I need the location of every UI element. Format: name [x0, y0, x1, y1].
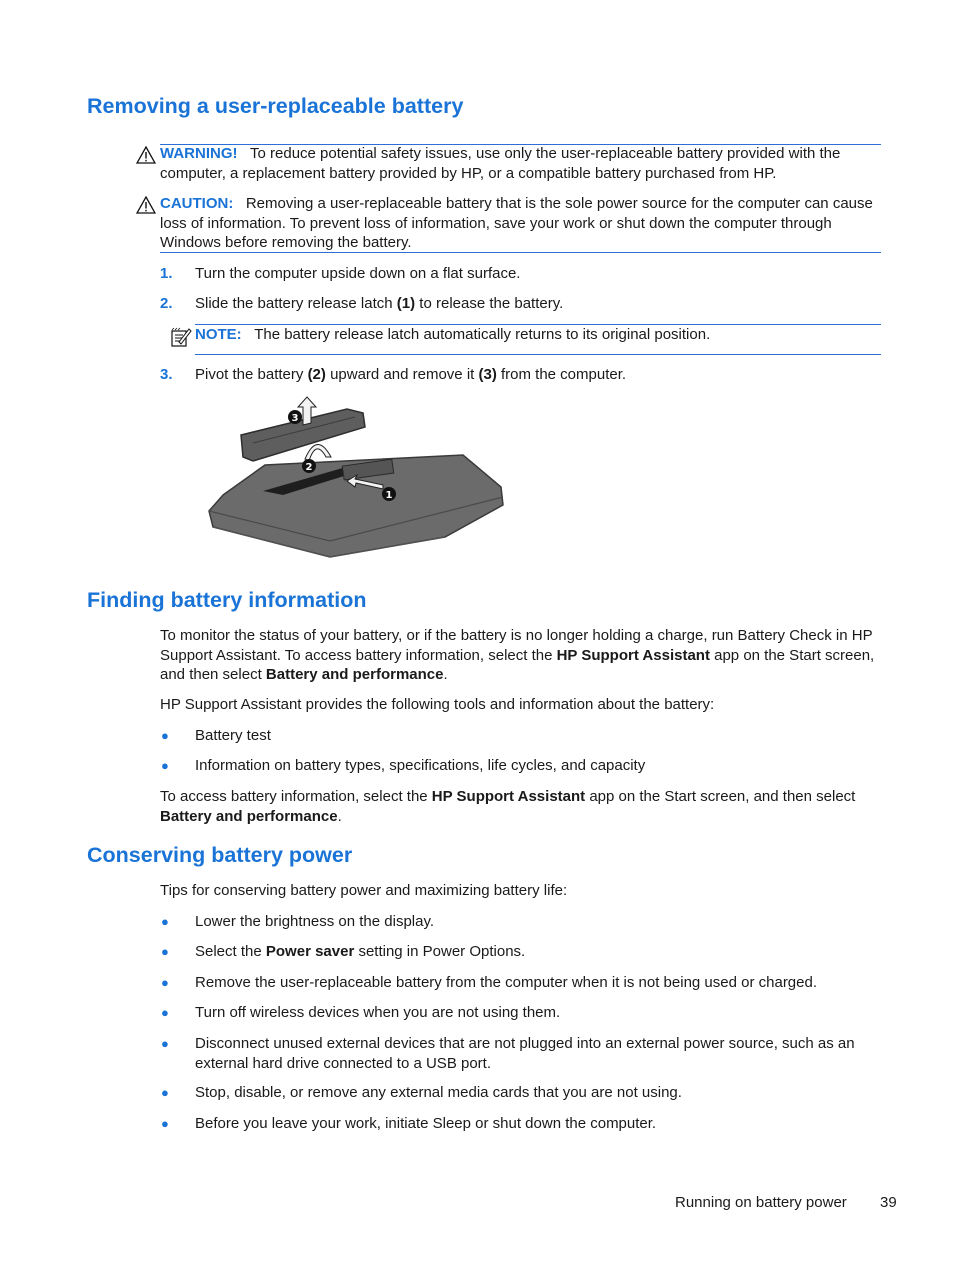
note-admonition: [195, 325, 881, 345]
note-text: The battery release latch automatically returns to its original position.: [254, 326, 711, 343]
section-title-conserving: Conserving battery power: [87, 843, 353, 867]
step-text: Turn the computer upside down on a flat surface.: [195, 265, 521, 282]
bullet-icon: ●: [161, 728, 169, 743]
footer-chapter-title: Running on battery power: [675, 1194, 847, 1211]
bullet-icon: ●: [161, 914, 169, 929]
note-icon: [170, 326, 192, 348]
caution-icon: [136, 196, 156, 214]
finding-paragraph-3: To access battery information, select the HP Support Assistant app on the Start screen, and then select Battery and performance.: [160, 788, 856, 825]
callout-1: 1: [385, 490, 393, 501]
warning-admonition: [160, 144, 882, 183]
list-item: ● Select the Power saver setting in Power Options.: [161, 943, 526, 960]
section-title-removing: Removing a user-replaceable battery: [87, 94, 464, 118]
bullet-icon: ●: [161, 944, 169, 959]
list-item: ● Lower the brightness on the display.: [161, 913, 435, 930]
step-text: Slide the battery release latch (1) to release the battery.: [195, 295, 564, 312]
finding-paragraph-1: To monitor the status of your battery, or if the battery is no longer holding a charge, run Battery Check in HP Support Assistant. To access battery information, select the HP Support Assistant app on the Start screen, and then select Battery and performance.: [160, 627, 875, 683]
step-number: 3.: [160, 366, 173, 383]
bullet-icon: ●: [161, 1116, 169, 1131]
warning-text: To reduce potential safety issues, use only the user-replaceable battery provided with the computer, a replacement battery provided by HP, or a compatible battery purchased from HP.: [160, 145, 841, 182]
note-label: NOTE:: [195, 326, 242, 343]
caution-label: CAUTION:: [160, 195, 234, 212]
caution-bottom-rule: [160, 252, 881, 253]
caution-admonition: [160, 194, 882, 253]
bullet-icon: ●: [161, 975, 169, 990]
list-item: ● Before you leave your work, initiate Sleep or shut down the computer.: [161, 1115, 657, 1132]
bullet-icon: ●: [161, 758, 169, 773]
conserving-intro: Tips for conserving battery power and maximizing battery life:: [160, 882, 568, 899]
footer-page-number: 39: [880, 1194, 897, 1211]
list-item: ● Stop, disable, or remove any external media cards that you are not using.: [161, 1084, 682, 1101]
list-item: ● Battery test: [161, 727, 271, 744]
bullet-icon: ●: [161, 1085, 169, 1100]
step-number: 1.: [160, 265, 173, 282]
bullet-icon: ●: [161, 1005, 169, 1020]
callout-2: 2: [305, 462, 313, 473]
list-item: ● Disconnect unused external devices that are not plugged into an external power source, such as an external hard drive connected to a USB port.: [161, 1035, 855, 1072]
step-number: 2.: [160, 295, 173, 312]
list-item: ● Remove the user-replaceable battery from the computer when it is not being used or charged.: [161, 974, 818, 991]
list-item: ● Information on battery types, specifications, life cycles, and capacity: [161, 757, 646, 774]
battery-removal-illustration: [205, 395, 507, 563]
step-text: Pivot the battery (2) upward and remove it (3) from the computer.: [195, 366, 627, 383]
caution-text: Removing a user-replaceable battery that is the sole power source for the computer can cause loss of information. To prevent loss of information, save your work or shut down the computer through Windows before removing the battery.: [160, 195, 873, 251]
warning-label: WARNING!: [160, 145, 238, 162]
list-item: ● Turn off wireless devices when you are not using them.: [161, 1004, 561, 1021]
bullet-icon: ●: [161, 1036, 169, 1051]
finding-paragraph-2: HP Support Assistant provides the following tools and information about the battery:: [160, 696, 715, 713]
section-title-finding: Finding battery information: [87, 588, 367, 612]
callout-3: 3: [291, 413, 299, 424]
note-bottom-rule: [195, 354, 881, 355]
warning-icon: [136, 146, 156, 164]
